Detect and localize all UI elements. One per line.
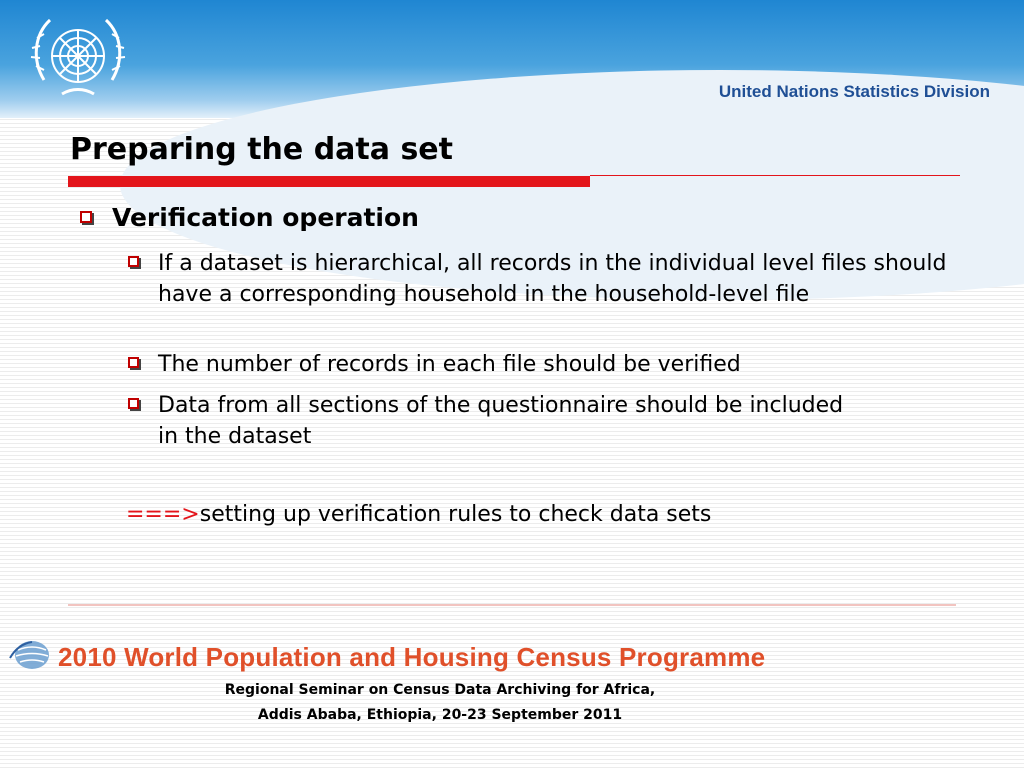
bullet-item: The number of records in each file should be verified xyxy=(158,352,741,377)
footer-divider xyxy=(68,604,956,606)
conclusion-text: setting up verification rules to check data sets xyxy=(199,502,712,527)
seminar-line-1: Regional Seminar on Census Data Archiving for Africa, xyxy=(224,682,656,698)
bullet-square-icon xyxy=(128,398,139,409)
bullet-square-icon xyxy=(128,256,139,267)
census-banner: 2010 World Population and Housing Census Programme xyxy=(58,642,766,672)
seminar-line-2: Addis Ababa, Ethiopia, 20-23 September 2011 xyxy=(257,707,623,723)
section-heading: Verification operation xyxy=(112,203,419,232)
title-underline-thin xyxy=(590,175,960,176)
title-underline xyxy=(68,176,590,187)
census-globe-icon xyxy=(8,638,54,672)
bullet-square-icon xyxy=(80,211,92,223)
conclusion-arrow: ===> xyxy=(126,502,200,527)
bullet-item: If a dataset is hierarchical, all records in the individual level files should have a corresponding household in the household-level file xyxy=(158,251,947,307)
slide-title: Preparing the data set xyxy=(70,132,453,167)
bullet-square-icon xyxy=(128,357,139,368)
un-emblem-icon xyxy=(22,10,134,102)
org-name: United Nations Statistics Division xyxy=(718,82,990,101)
bullet-item: Data from all sections of the questionnaire should be included in the dataset xyxy=(158,393,844,449)
conclusion-line xyxy=(126,502,711,527)
